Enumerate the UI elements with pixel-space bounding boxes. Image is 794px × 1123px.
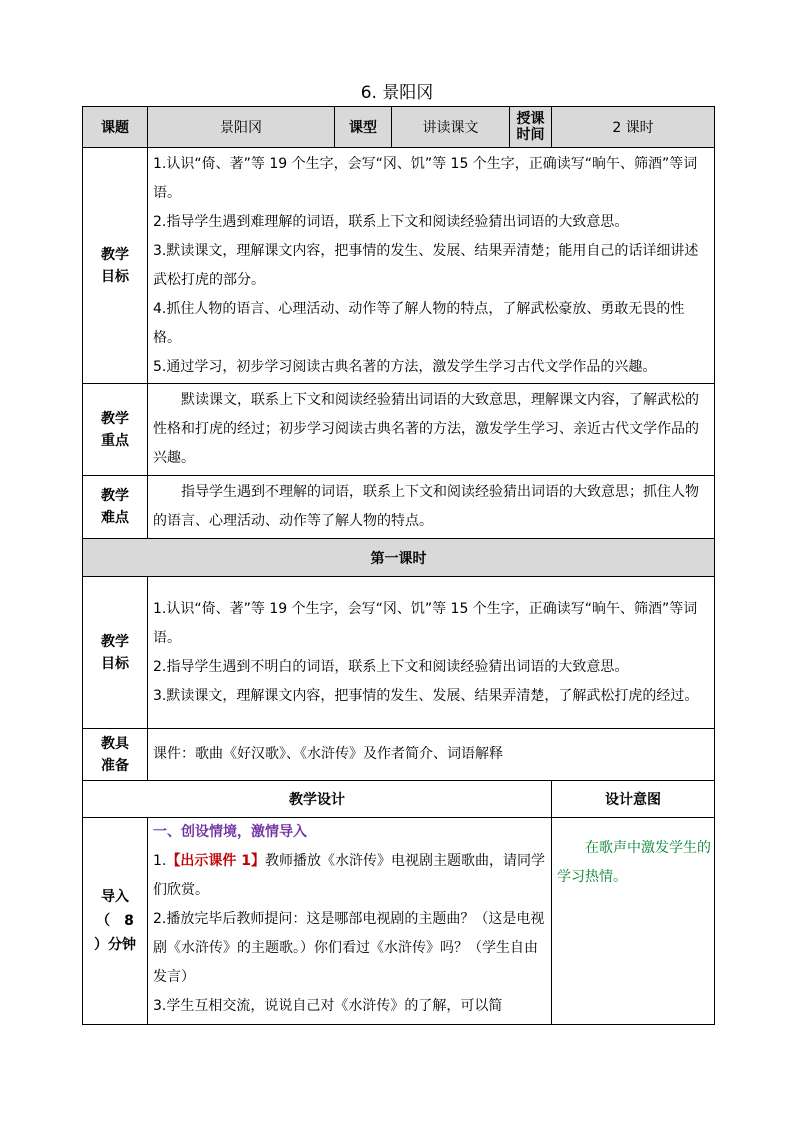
intro-label — [83, 818, 148, 1025]
type-value-text: 讲读课文 — [422, 120, 479, 136]
step1-highlight: 【出示课件 1】 — [166, 853, 265, 869]
lesson1-goal-item: 1.认识“倚、著”等 19 个生字，会写“冈、饥”等 15 个生字，正确读写“晌午、筛酒”等词语。 — [153, 600, 698, 646]
type-label: 课型 — [335, 107, 392, 148]
step1-text: 教师播放《水浒传》电视剧主题歌曲，请同学们欣赏。 — [153, 853, 545, 898]
design-header: 教学设计 — [83, 781, 552, 818]
step1-prefix: 1. — [153, 853, 167, 869]
difficulties-label-line2: 难点 — [101, 510, 129, 526]
intro-row — [83, 818, 715, 1025]
goals-label — [83, 148, 148, 384]
key-points-row — [83, 384, 715, 476]
key-points-content — [148, 384, 715, 476]
lesson1-goals-label-line2: 目标 — [101, 655, 129, 672]
difficulties-label-line1: 教学 — [101, 488, 129, 504]
key-points-text: 默读课文，联系上下文和阅读经验猜出词语的大致意思，理解课文内容，了解武松的性格和打虎的经过；初步学习阅读古典名著的方法，激发学生学习、亲近古代文学作品的兴趣。 — [153, 392, 699, 466]
intro-step-2: 2.播放完毕后教师提问：这是哪部电视剧的主题曲？（这是电视剧《水浒传》的主题歌。）你们看过《水浒传》吗？（学生自由发言） — [153, 911, 545, 985]
intent-header: 设计意图 — [552, 781, 715, 818]
topic-label: 课题 — [83, 107, 148, 148]
goals-label-line2: 目标 — [101, 268, 129, 285]
document-title: 6. 景阳冈 — [360, 83, 434, 103]
goal-item: 1.认识“倚、著”等 19 个生字，会写“冈、饥”等 15 个生字，正确读写“晌午、筛酒”等词语。 — [153, 155, 698, 201]
difficulties-row — [83, 476, 715, 539]
goals-content — [148, 148, 715, 384]
intent-text: 在歌声中激发学生的学习热情。 — [557, 840, 711, 885]
intro-label-line3: ）分钟 — [94, 937, 136, 953]
time-label-line2: 时间 — [516, 127, 545, 143]
lesson-plan-table — [82, 106, 715, 1025]
goal-item: 3.默读课文，理解课文内容，把事情的发生、发展、结果弄清楚；能用自己的话详细讲述武松打虎的部分。 — [153, 242, 699, 288]
difficulties-text: 指导学生遇到不理解的词语，联系上下文和阅读经验猜出词语的大致意思；抓住人物的语言、心理活动、动作等了解人物的特点。 — [153, 484, 699, 529]
lesson1-goal-item: 3.默读课文，理解课文内容，把事情的发生、发展、结果弄清楚，了解武松打虎的经过。 — [153, 687, 699, 704]
key-points-label-line2: 重点 — [101, 432, 129, 449]
goal-item: 5.通过学习，初步学习阅读古典名著的方法，激发学生学习古代文学作品的兴趣。 — [153, 358, 657, 375]
tools-text: 课件：歌曲《好汉歌》、《水浒传》及作者简介、词语解释 — [153, 746, 503, 762]
intro-step-1 — [153, 847, 548, 905]
tools-label-line1: 教具 — [101, 735, 129, 752]
type-value — [392, 107, 510, 148]
goals-label-line1: 教学 — [101, 246, 129, 263]
lesson1-goals-label — [83, 577, 148, 729]
lesson1-tools-row — [83, 729, 715, 781]
lesson1-goal-item: 2.指导学生遇到不明白的词语，联系上下文和阅读经验猜出词语的大致意思。 — [153, 658, 629, 675]
design-header-row — [83, 781, 715, 818]
intro-content — [148, 818, 552, 1025]
time-value: 2 课时 — [552, 107, 715, 148]
lesson1-goals-row — [83, 577, 715, 729]
tools-content — [148, 729, 715, 781]
lesson1-goals-content — [148, 577, 715, 729]
intro-label-line2: （ 8 — [96, 913, 134, 929]
goal-item: 4.抓住人物的语言、心理活动、动作等了解人物的特点，了解武松豪放、勇敢无畏的性格。 — [153, 300, 685, 346]
header-row — [83, 107, 715, 148]
intro-label-line1: 导入 — [101, 889, 129, 905]
intent-content — [552, 818, 715, 1025]
key-points-label-line1: 教学 — [101, 410, 129, 427]
tools-label-line2: 准备 — [101, 757, 129, 774]
lesson1-goals-label-line1: 教学 — [101, 633, 129, 650]
time-label — [510, 107, 552, 148]
section-title: 一、创设情境，激情导入 — [153, 824, 307, 840]
goal-item: 2.指导学生遇到难理解的词语，联系上下文和阅读经验猜出词语的大致意思。 — [153, 213, 629, 230]
goals-row — [83, 148, 715, 384]
time-label-line1: 授课 — [516, 111, 545, 127]
lesson1-header-row — [83, 539, 715, 577]
difficulties-content — [148, 476, 715, 539]
tools-label — [83, 729, 148, 781]
lesson1-title: 第一课时 — [83, 539, 715, 577]
difficulties-label — [83, 476, 148, 539]
key-points-label — [83, 384, 148, 476]
topic-value: 景阳冈 — [148, 107, 335, 148]
intro-step-3: 3.学生互相交流，说说自己对《水浒传》的了解，可以简 — [153, 998, 503, 1014]
